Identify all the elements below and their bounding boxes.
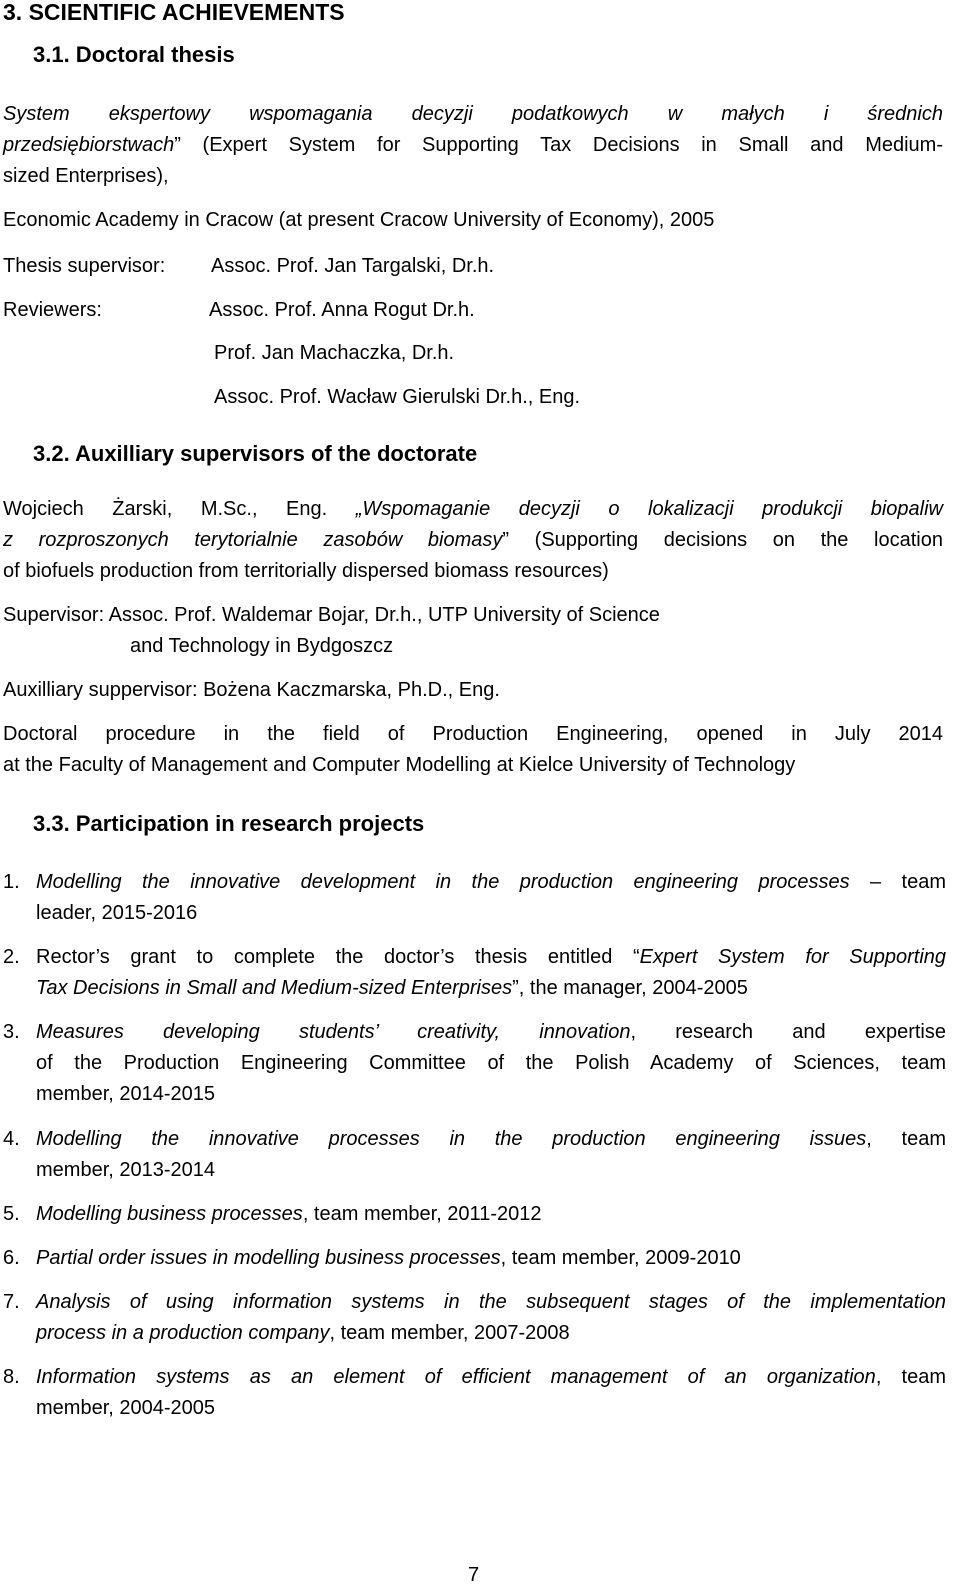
project-item bbox=[3, 942, 946, 1004]
project-number: 4. bbox=[3, 1128, 20, 1150]
reviewer-1: Assoc. Prof. Anna Rogut Dr.h. bbox=[209, 299, 475, 321]
procedure-line2: at the Faculty of Management and Computer Modelling at Kielce University of Technology bbox=[3, 754, 796, 776]
procedure-line1: Doctoral procedure in the field of Production Engineering, opened in July 2014 bbox=[3, 723, 943, 745]
aux-supervisor-line1: Supervisor: Assoc. Prof. Waldemar Bojar, Dr.h., UTP University of Science bbox=[3, 604, 660, 626]
project-number: 6. bbox=[3, 1247, 20, 1269]
project-role-dash: – bbox=[870, 871, 882, 893]
thesis-title-line1: System ekspertowy wspomagania decyzji podatkowych w małych i średnich bbox=[3, 103, 943, 125]
supervisor-label: Thesis supervisor: bbox=[3, 255, 166, 277]
project-number: 7. bbox=[3, 1291, 20, 1313]
thesis-title-line3: sized Enterprises), bbox=[3, 165, 169, 187]
project-item bbox=[3, 1243, 946, 1274]
project-text bbox=[36, 1243, 946, 1274]
project-text: Modelling the innovative processes in the production engineering issues, team member, 2013-2014 bbox=[36, 1128, 947, 1181]
project-number: 2. bbox=[3, 946, 20, 968]
thesis-title-block bbox=[3, 99, 943, 192]
project-number: 5. bbox=[3, 1203, 20, 1225]
project-item bbox=[3, 867, 946, 929]
project-text: Analysis of using information systems in the subsequent stages of the implementation process in a production company, team member, 2007-2008 bbox=[36, 1291, 946, 1344]
aux-topic-line1: Wojciech Żarski, M.Sc., Eng. „Wspomaganie decyzji o lokalizacji produkcji biopaliw bbox=[3, 498, 943, 520]
project-text bbox=[36, 1199, 946, 1230]
project-text: Modelling the innovative development in the production engineering processes – team leader, 2015-2016 bbox=[36, 871, 946, 924]
project-role: , team member, 2011-2012 bbox=[302, 1203, 542, 1225]
procedure-block bbox=[3, 719, 943, 781]
reviewers-label: Reviewers: bbox=[3, 299, 102, 321]
project-item bbox=[3, 1124, 946, 1186]
project-item bbox=[3, 1362, 946, 1424]
page-number: 7 bbox=[468, 1564, 480, 1586]
project-role: , team member, 2009-2010 bbox=[500, 1247, 741, 1269]
project-text: Information systems as an element of efficient management of an organization, team member, 2004-2005 bbox=[36, 1366, 946, 1419]
aux-topic-block bbox=[3, 494, 943, 587]
project-item bbox=[3, 1287, 946, 1349]
subsection-title-projects: 3.3. Participation in research projects bbox=[33, 811, 425, 836]
project-title: Modelling the innovative development in the production engineering processes bbox=[36, 871, 850, 893]
subsection-title-doctoral-thesis: 3.1. Doctoral thesis bbox=[33, 42, 235, 67]
project-title: Modelling business processes bbox=[36, 1203, 303, 1225]
section-title: 3. SCIENTIFIC ACHIEVEMENTS bbox=[3, 0, 345, 25]
project-number: 3. bbox=[3, 1021, 20, 1043]
reviewer-3: Assoc. Prof. Wacław Gierulski Dr.h., Eng. bbox=[214, 386, 581, 408]
reviewer-2: Prof. Jan Machaczka, Dr.h. bbox=[214, 342, 455, 364]
aux-topic-line3: of biofuels production from territorially dispersed biomass resources) bbox=[3, 560, 609, 582]
supervisor-name: Assoc. Prof. Jan Targalski, Dr.h. bbox=[211, 255, 495, 277]
project-number: 1. bbox=[3, 871, 20, 893]
aux-supervisor-line2: and Technology in Bydgoszcz bbox=[130, 635, 394, 657]
subsection-title-auxilliary: 3.2. Auxilliary supervisors of the doctorate bbox=[33, 441, 478, 466]
thesis-title-line2: przedsiębiorstwach” (Expert System for Supporting Tax Decisions in Small and Medium- bbox=[3, 134, 943, 156]
project-text: Rector’s grant to complete the doctor’s thesis entitled “Expert System for Supporting Tax Decisions in Small and Medium-sized Enterprises”, the manager, 2004-2005 bbox=[36, 946, 947, 999]
project-text: Measures developing students’ creativity, innovation, research and expertise of the Production Engineering Committee of the Polish Academy of Sciences, team member, 2014-2015 bbox=[36, 1021, 946, 1105]
institution: Economic Academy in Cracow (at present Cracow University of Economy), 2005 bbox=[3, 209, 715, 231]
project-item bbox=[3, 1199, 946, 1230]
project-item bbox=[3, 1017, 946, 1110]
project-title: Partial order issues in modelling business processes bbox=[36, 1247, 501, 1269]
project-number: 8. bbox=[3, 1366, 20, 1388]
aux-topic-line2: z rozproszonych terytorialnie zasobów biomasy” (Supporting decisions on the location bbox=[3, 529, 943, 551]
aux-supervisor-secondary: Auxilliary suppervisor: Bożena Kaczmarska, Ph.D., Eng. bbox=[3, 679, 500, 701]
